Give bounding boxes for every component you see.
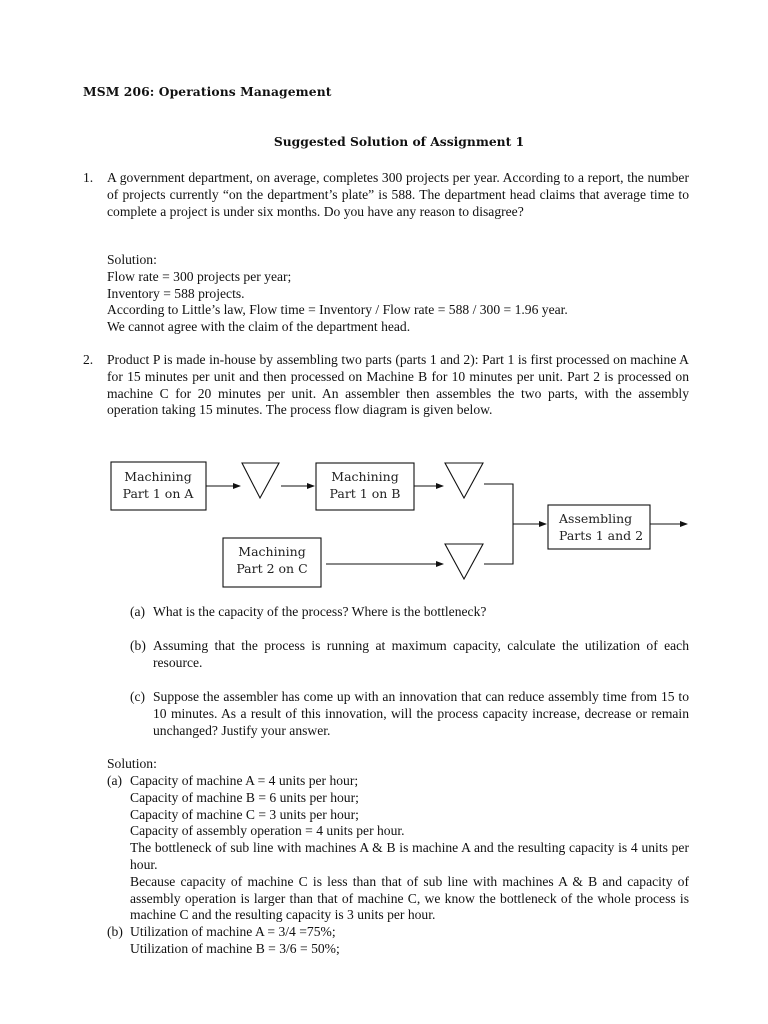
inventory-buffer-icon [445,463,483,498]
question-text: A government department, on average, completes 300 projects per year. According to a report, the number of projects currently “on the department’s plate” is 588. The department head claims that average time to complete a project is under six months. Do you have any reason to disagree? [107,170,689,219]
solution-paragraph: Because capacity of machine C is less than that of sub line with machines A & B and capacity of assembly operation is larger than that of machine C, we know the bottleneck of the whole process is machine C and the resulting capacity is 3 units per hour. [130,873,689,923]
box-label: Part 1 on B [329,486,401,501]
subquestion-label: (a) [130,604,146,619]
solution-line: Capacity of assembly operation = 4 units per hour. [130,823,405,839]
subquestion-text: What is the capacity of the process? Where is the bottleneck? [153,604,487,619]
solution-part-a [107,773,689,924]
question-text: Product P is made in-house by assembling two parts (parts 1 and 2): Part 1 is first processed on machine A for 15 minutes per unit and then processed on Machine B for 10 minutes per unit. Part 2 is processed on machine C for 20 minutes per unit. An assembler then assembles the two parts, with the assembly operation taking 15 minutes. The process flow diagram is given below. [107,352,689,418]
question-number: 2. [83,352,94,367]
subquestion-b [130,638,689,672]
document-title: Suggested Solution of Assignment 1 [273,134,525,149]
solution-line: Utilization of machine A = 3/4 =75%; [130,924,336,939]
solution-line: Capacity of machine B = 6 units per hour; [130,789,359,805]
solution-line: We cannot agree with the claim of the department head. [107,319,411,335]
subquestion-c [130,689,689,739]
solution-line: Utilization of machine B = 3/6 = 50%; [130,940,340,956]
inventory-buffer-icon [445,544,483,579]
subquestion-text: Suppose the assembler has come up with an innovation that can reduce assembly time from 15 to 10 minutes. As a result of this innovation, will the process capacity increase, decrease or remain unchanged? Justify your answer. [153,689,689,738]
question-2-solution-heading: Solution: [107,756,157,771]
subquestion-text: Assuming that the process is running at maximum capacity, calculate the utilization of each resource. [153,638,689,670]
subquestion-a [130,604,689,621]
solution-label: (b) [107,924,123,939]
box-label: Parts 1 and 2 [559,528,644,543]
box-label: Part 2 on C [236,561,308,576]
solution-heading: Solution: [107,252,157,267]
box-label: Assembling [559,511,633,526]
question-number: 1. [83,170,94,185]
subquestion-label: (b) [130,638,146,653]
solution-part-b [107,924,689,958]
solution-line: Flow rate = 300 projects per year; [107,268,292,284]
box-label: Machining [124,469,192,484]
solution-line: According to Little’s law, Flow time = Inventory / Flow rate = 588 / 300 = 1.96 year. [107,302,568,318]
solution-line: Capacity of machine C = 3 units per hour; [130,806,359,822]
box-label: Part 1 on A [122,486,194,501]
box-label: Machining [238,544,306,559]
course-title: MSM 206: Operations Management [83,84,332,99]
solution-paragraph: The bottleneck of sub line with machines A & B is machine A and the resulting capacity is 4 units per hour. [130,840,689,872]
solution-line: Inventory = 588 projects. [107,285,245,301]
inventory-buffer-icon [242,463,279,498]
subquestion-label: (c) [130,689,146,704]
solution-line: Capacity of machine A = 4 units per hour; [130,773,359,788]
solution-label: (a) [107,773,123,788]
box-label: Machining [331,469,399,484]
